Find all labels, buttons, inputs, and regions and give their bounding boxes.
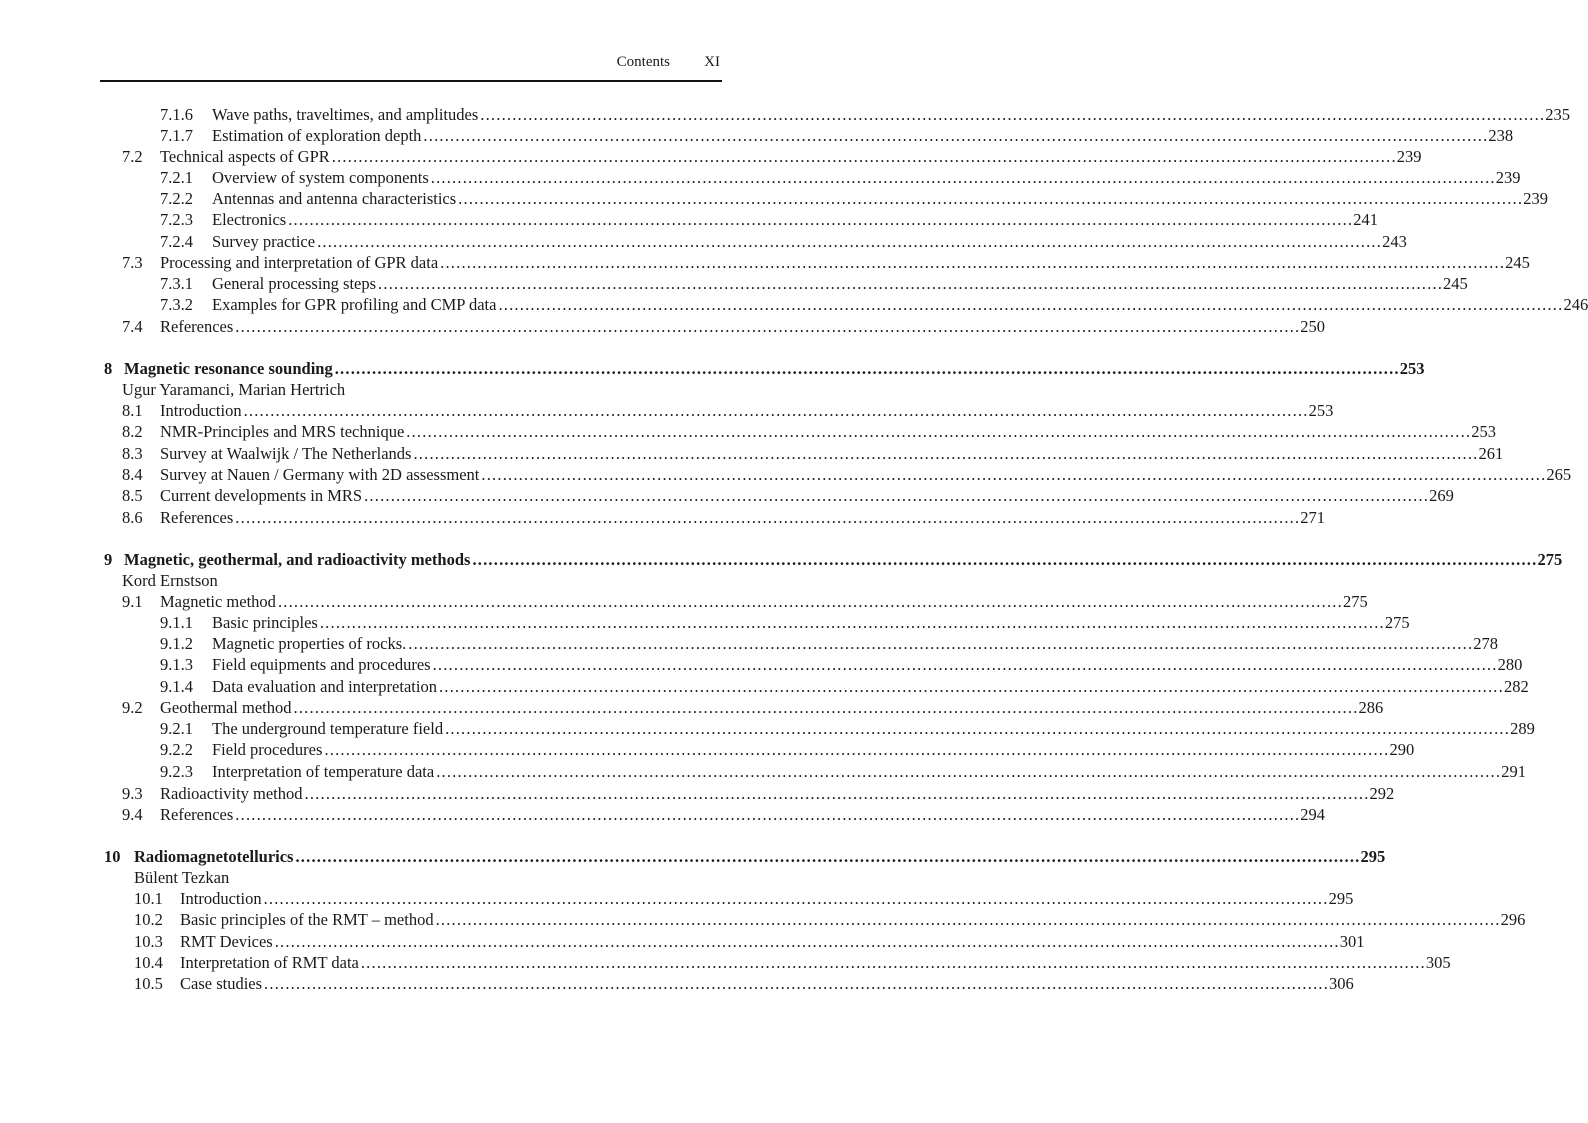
toc-entry-page-number: 239 (1495, 168, 1521, 187)
toc-entry-page-number: 290 (1389, 740, 1415, 759)
toc-entry-page-number: 294 (1300, 805, 1326, 824)
dot-leader: ........................................................................................................................................................................................................ (324, 740, 1390, 759)
toc-entry-page-number: 301 (1339, 932, 1365, 951)
toc-entry-title: Magnetic resonance sounding (124, 359, 333, 378)
toc-entry[interactable] (160, 167, 1521, 188)
toc-entry-number: 8.2 (122, 422, 143, 441)
toc-entry-number: 9.1.1 (160, 613, 193, 632)
dot-leader: ........................................................................................................................................................................................................ (435, 910, 1501, 929)
toc-entry-number: 7.1.6 (160, 105, 193, 124)
toc-entry-page-number: 295 (1328, 889, 1354, 908)
dot-leader: ........................................................................................................................................................................................................ (317, 232, 1383, 251)
toc-entry-number: 8.1 (122, 401, 143, 420)
toc-entry-number: 8.4 (122, 465, 143, 484)
toc-entry-number: 9.2 (122, 698, 143, 717)
toc-entry-title: Introduction (180, 889, 262, 908)
toc-entry-number: 9.1.2 (160, 634, 193, 653)
dot-leader: ........................................................................................................................................................................................................ (432, 655, 1498, 674)
dot-leader: ........................................................................................................................................................................................................ (263, 889, 1329, 908)
toc-entry-number: 7.2.4 (160, 232, 193, 251)
toc-entry-page-number: 280 (1497, 655, 1523, 674)
toc-entry-page-number: 246 (1563, 295, 1588, 314)
dot-leader: ........................................................................................................................................................................................................ (295, 847, 1361, 866)
toc-entry-page-number: 245 (1505, 253, 1530, 272)
toc-entry[interactable] (122, 464, 1572, 485)
toc-entry-number: 7.2.3 (160, 210, 193, 229)
toc-entry-title: Electronics (212, 210, 287, 229)
toc-entry-title: Radioactivity method (160, 784, 303, 803)
toc-entry-title: Survey at Waalwijk / The Netherlands (160, 444, 412, 463)
dot-leader: ........................................................................................................................................................................................................ (264, 974, 1330, 993)
toc-entry-page-number: 295 (1360, 847, 1386, 866)
dot-leader: ........................................................................................................................................................................................................ (458, 189, 1524, 208)
dot-leader: ........................................................................................................................................................................................................ (319, 613, 1385, 632)
toc-entry[interactable] (122, 697, 1384, 718)
toc-entry-page-number: 243 (1382, 232, 1407, 251)
toc-entry-number: 7.2.2 (160, 189, 193, 208)
toc-entry[interactable] (122, 421, 1497, 442)
toc-entry[interactable] (160, 188, 1548, 209)
toc-entry[interactable] (160, 739, 1415, 760)
toc-entry-number: 9 (104, 550, 113, 569)
dot-leader: ........................................................................................................................................................................................................ (364, 486, 1430, 505)
toc-chapter-entry[interactable] (104, 549, 1563, 570)
toc-entry-page-number: 292 (1369, 784, 1395, 803)
toc-entry-page-number: 289 (1510, 719, 1535, 738)
toc-entry-number: 7.3.1 (160, 274, 193, 293)
dot-leader: ........................................................................................................................................................................................................ (430, 168, 1496, 187)
dot-leader: ........................................................................................................................................................................................................ (472, 550, 1538, 569)
toc-entry[interactable] (160, 718, 1535, 739)
toc-entry-title: Magnetic, geothermal, and radioactivity methods (124, 550, 471, 569)
toc-entry-number: 7.2.1 (160, 168, 193, 187)
toc-chapter-entry[interactable] (104, 358, 1425, 379)
toc-entry-number: 8.3 (122, 444, 143, 463)
toc-entry[interactable] (122, 146, 1422, 167)
dot-leader: ........................................................................................................................................................................................................ (423, 126, 1489, 145)
toc-entry-page-number: 286 (1358, 698, 1384, 717)
toc-entry-title: General processing steps (212, 274, 377, 293)
toc-entry-page-number: 253 (1308, 401, 1334, 420)
toc-entry-title: Technical aspects of GPR (160, 147, 330, 166)
toc-entry[interactable] (122, 316, 1326, 337)
dot-leader: ........................................................................................................................................................................................................ (438, 677, 1504, 696)
dot-leader: ........................................................................................................................................................................................................ (360, 953, 1426, 972)
toc-entry-title: Wave paths, traveltimes, and amplitudes (212, 105, 479, 124)
dot-leader: ........................................................................................................................................................................................................ (406, 422, 1472, 441)
toc-entry-number: 8.6 (122, 508, 143, 527)
toc-entry-title: Examples for GPR profiling and CMP data (212, 295, 497, 314)
toc-entry[interactable] (160, 231, 1407, 252)
toc-entry[interactable] (134, 888, 1354, 909)
dot-leader: ........................................................................................................................................................................................................ (334, 359, 1400, 378)
toc-entry[interactable] (160, 104, 1571, 125)
toc-entry[interactable] (160, 654, 1523, 675)
toc-entry-number: 7.1.7 (160, 126, 193, 145)
toc-entry-page-number: 239 (1396, 147, 1422, 166)
toc-entry-number: 9.4 (122, 805, 143, 824)
dot-leader: ........................................................................................................................................................................................................ (331, 147, 1397, 166)
toc-entry[interactable] (134, 931, 1365, 952)
toc-entry[interactable] (122, 804, 1326, 825)
toc-entry-title: Survey practice (212, 232, 316, 251)
toc-entry[interactable] (134, 973, 1354, 994)
toc-entry-title: Antennas and antenna characteristics (212, 189, 457, 208)
toc-entry-page-number: 269 (1429, 486, 1454, 505)
dot-leader: ........................................................................................................................................................................................................ (481, 465, 1547, 484)
toc-entry-page-number: 275 (1384, 613, 1410, 632)
toc-entry-title: Radiomagnetotellurics (134, 847, 294, 866)
toc-entry-page-number: 250 (1300, 317, 1326, 336)
toc-entry-number: 10.3 (134, 932, 163, 951)
toc-entry[interactable] (160, 294, 1588, 315)
toc-entry-number: 7.3 (122, 253, 143, 272)
toc-entry[interactable] (122, 485, 1454, 506)
toc-entry-number: 9.1.4 (160, 677, 193, 696)
chapter-author: Bülent Tezkan (134, 868, 230, 887)
toc-entry-page-number: 282 (1503, 677, 1529, 696)
toc-entry-title: Basic principles (212, 613, 318, 632)
toc-entry[interactable] (160, 761, 1526, 782)
toc-entry-page-number: 235 (1545, 105, 1571, 124)
dot-leader: ........................................................................................................................................................................................................ (235, 317, 1301, 336)
toc-entry-page-number: 296 (1500, 910, 1526, 929)
toc-entry-number: 10 (104, 847, 121, 866)
dot-leader: ........................................................................................................................................................................................................ (243, 401, 1309, 420)
dot-leader: ........................................................................................................................................................................................................ (293, 698, 1359, 717)
toc-entry-page-number: 238 (1488, 126, 1514, 145)
dot-leader: ........................................................................................................................................................................................................ (480, 105, 1546, 124)
toc-entry-title: Field procedures (212, 740, 323, 759)
toc-entry-title: Field equipments and procedures (212, 655, 431, 674)
toc-entry-number: 9.2.1 (160, 719, 193, 738)
toc-entry-title: Geothermal method (160, 698, 292, 717)
toc-entry[interactable] (122, 443, 1504, 464)
dot-leader: ........................................................................................................................................................................................................ (288, 210, 1354, 229)
toc-entry-page-number: 271 (1300, 508, 1326, 527)
toc-entry-number: 8.5 (122, 486, 143, 505)
toc-entry-number: 10.4 (134, 953, 163, 972)
toc-entry[interactable] (160, 676, 1529, 697)
toc-entry-number: 9.1 (122, 592, 143, 611)
toc-entry-number: 7.2 (122, 147, 143, 166)
toc-entry-title: Magnetic method (160, 592, 276, 611)
toc-entry[interactable] (160, 209, 1378, 230)
toc-entry-page-number: 305 (1425, 953, 1451, 972)
toc-entry-number: 9.3 (122, 784, 143, 803)
toc-entry-number: 7.3.2 (160, 295, 193, 314)
toc-entry-title: Processing and interpretation of GPR data (160, 253, 439, 272)
toc-entry[interactable] (122, 783, 1395, 804)
dot-leader: ........................................................................................................................................................................................................ (498, 295, 1564, 314)
toc-entry-page-number: 291 (1501, 762, 1526, 781)
toc-entry[interactable] (122, 591, 1368, 612)
toc-entry-number: 10.1 (134, 889, 163, 908)
toc-entry-number: 10.2 (134, 910, 163, 929)
toc-entry[interactable] (160, 273, 1468, 294)
dot-leader: ........................................................................................................................................................................................................ (274, 932, 1340, 951)
dot-leader: ........................................................................................................................................................................................................ (408, 634, 1474, 653)
toc-entry-number: 9.2.2 (160, 740, 193, 759)
toc-entry[interactable] (122, 400, 1334, 421)
toc-entry-number: 8 (104, 359, 113, 378)
dot-leader: ........................................................................................................................................................................................................ (235, 508, 1301, 527)
toc-entry-number: 7.4 (122, 317, 143, 336)
toc-entry[interactable] (160, 125, 1514, 146)
toc-entry[interactable] (122, 252, 1530, 273)
toc-entry-title: References (160, 805, 234, 824)
dot-leader: ........................................................................................................................................................................................................ (440, 253, 1506, 272)
toc-entry-title: Interpretation of temperature data (212, 762, 435, 781)
toc-entry-page-number: 275 (1342, 592, 1368, 611)
toc-entry-page-number: 265 (1546, 465, 1572, 484)
toc-entry-title: Introduction (160, 401, 242, 420)
running-header-page-number: XI (704, 54, 720, 70)
toc-entry-page-number: 239 (1523, 189, 1548, 208)
chapter-author: Ugur Yaramanci, Marian Hertrich (122, 380, 346, 399)
toc-entry-title: RMT Devices (180, 932, 273, 951)
dot-leader: ........................................................................................................................................................................................................ (304, 784, 1370, 803)
toc-entry-page-number: 261 (1478, 444, 1504, 463)
toc-entry-page-number: 306 (1329, 974, 1354, 993)
toc-entry-page-number: 278 (1473, 634, 1499, 653)
running-header-title: Contents (616, 54, 670, 70)
toc-entry[interactable] (160, 612, 1410, 633)
toc-entry-page-number: 253 (1399, 359, 1425, 378)
toc-entry-title: Magnetic properties of rocks. (212, 634, 407, 653)
toc-entry[interactable] (134, 952, 1451, 973)
toc-entry-title: The underground temperature field (212, 719, 444, 738)
dot-leader: ........................................................................................................................................................................................................ (235, 805, 1301, 824)
toc-entry[interactable] (160, 633, 1499, 654)
toc-chapter-entry[interactable] (104, 846, 1386, 867)
toc-entry-title: Basic principles of the RMT – method (180, 910, 434, 929)
toc-entry-page-number: 253 (1471, 422, 1497, 441)
dot-leader: ........................................................................................................................................................................................................ (413, 444, 1479, 463)
dot-leader: ........................................................................................................................................................................................................ (277, 592, 1343, 611)
toc-entry-number: 9.1.3 (160, 655, 193, 674)
toc-entry-title: Current developments in MRS (160, 486, 363, 505)
dot-leader: ........................................................................................................................................................................................................ (445, 719, 1511, 738)
toc-entry-title: Estimation of exploration depth (212, 126, 422, 145)
toc-entry[interactable] (134, 909, 1526, 930)
toc-entry-page-number: 241 (1353, 210, 1378, 229)
toc-entry-title: Survey at Nauen / Germany with 2D assessment (160, 465, 480, 484)
toc-entry[interactable] (122, 507, 1326, 528)
toc-entry-title: Case studies (180, 974, 263, 993)
chapter-author: Kord Ernstson (122, 571, 218, 590)
dot-leader: ........................................................................................................................................................................................................ (378, 274, 1444, 293)
toc-entry-title: References (160, 317, 234, 336)
toc-entry-title: NMR-Principles and MRS technique (160, 422, 405, 441)
toc-entry-number: 9.2.3 (160, 762, 193, 781)
toc-entry-title: Overview of system components (212, 168, 429, 187)
dot-leader: ........................................................................................................................................................................................................ (436, 762, 1502, 781)
toc-entry-number: 10.5 (134, 974, 163, 993)
toc-entry-title: Interpretation of RMT data (180, 953, 359, 972)
toc-entry-title: References (160, 508, 234, 527)
toc-entry-page-number: 245 (1443, 274, 1468, 293)
toc-entry-title: Data evaluation and interpretation (212, 677, 437, 696)
toc-entry-page-number: 275 (1537, 550, 1563, 569)
